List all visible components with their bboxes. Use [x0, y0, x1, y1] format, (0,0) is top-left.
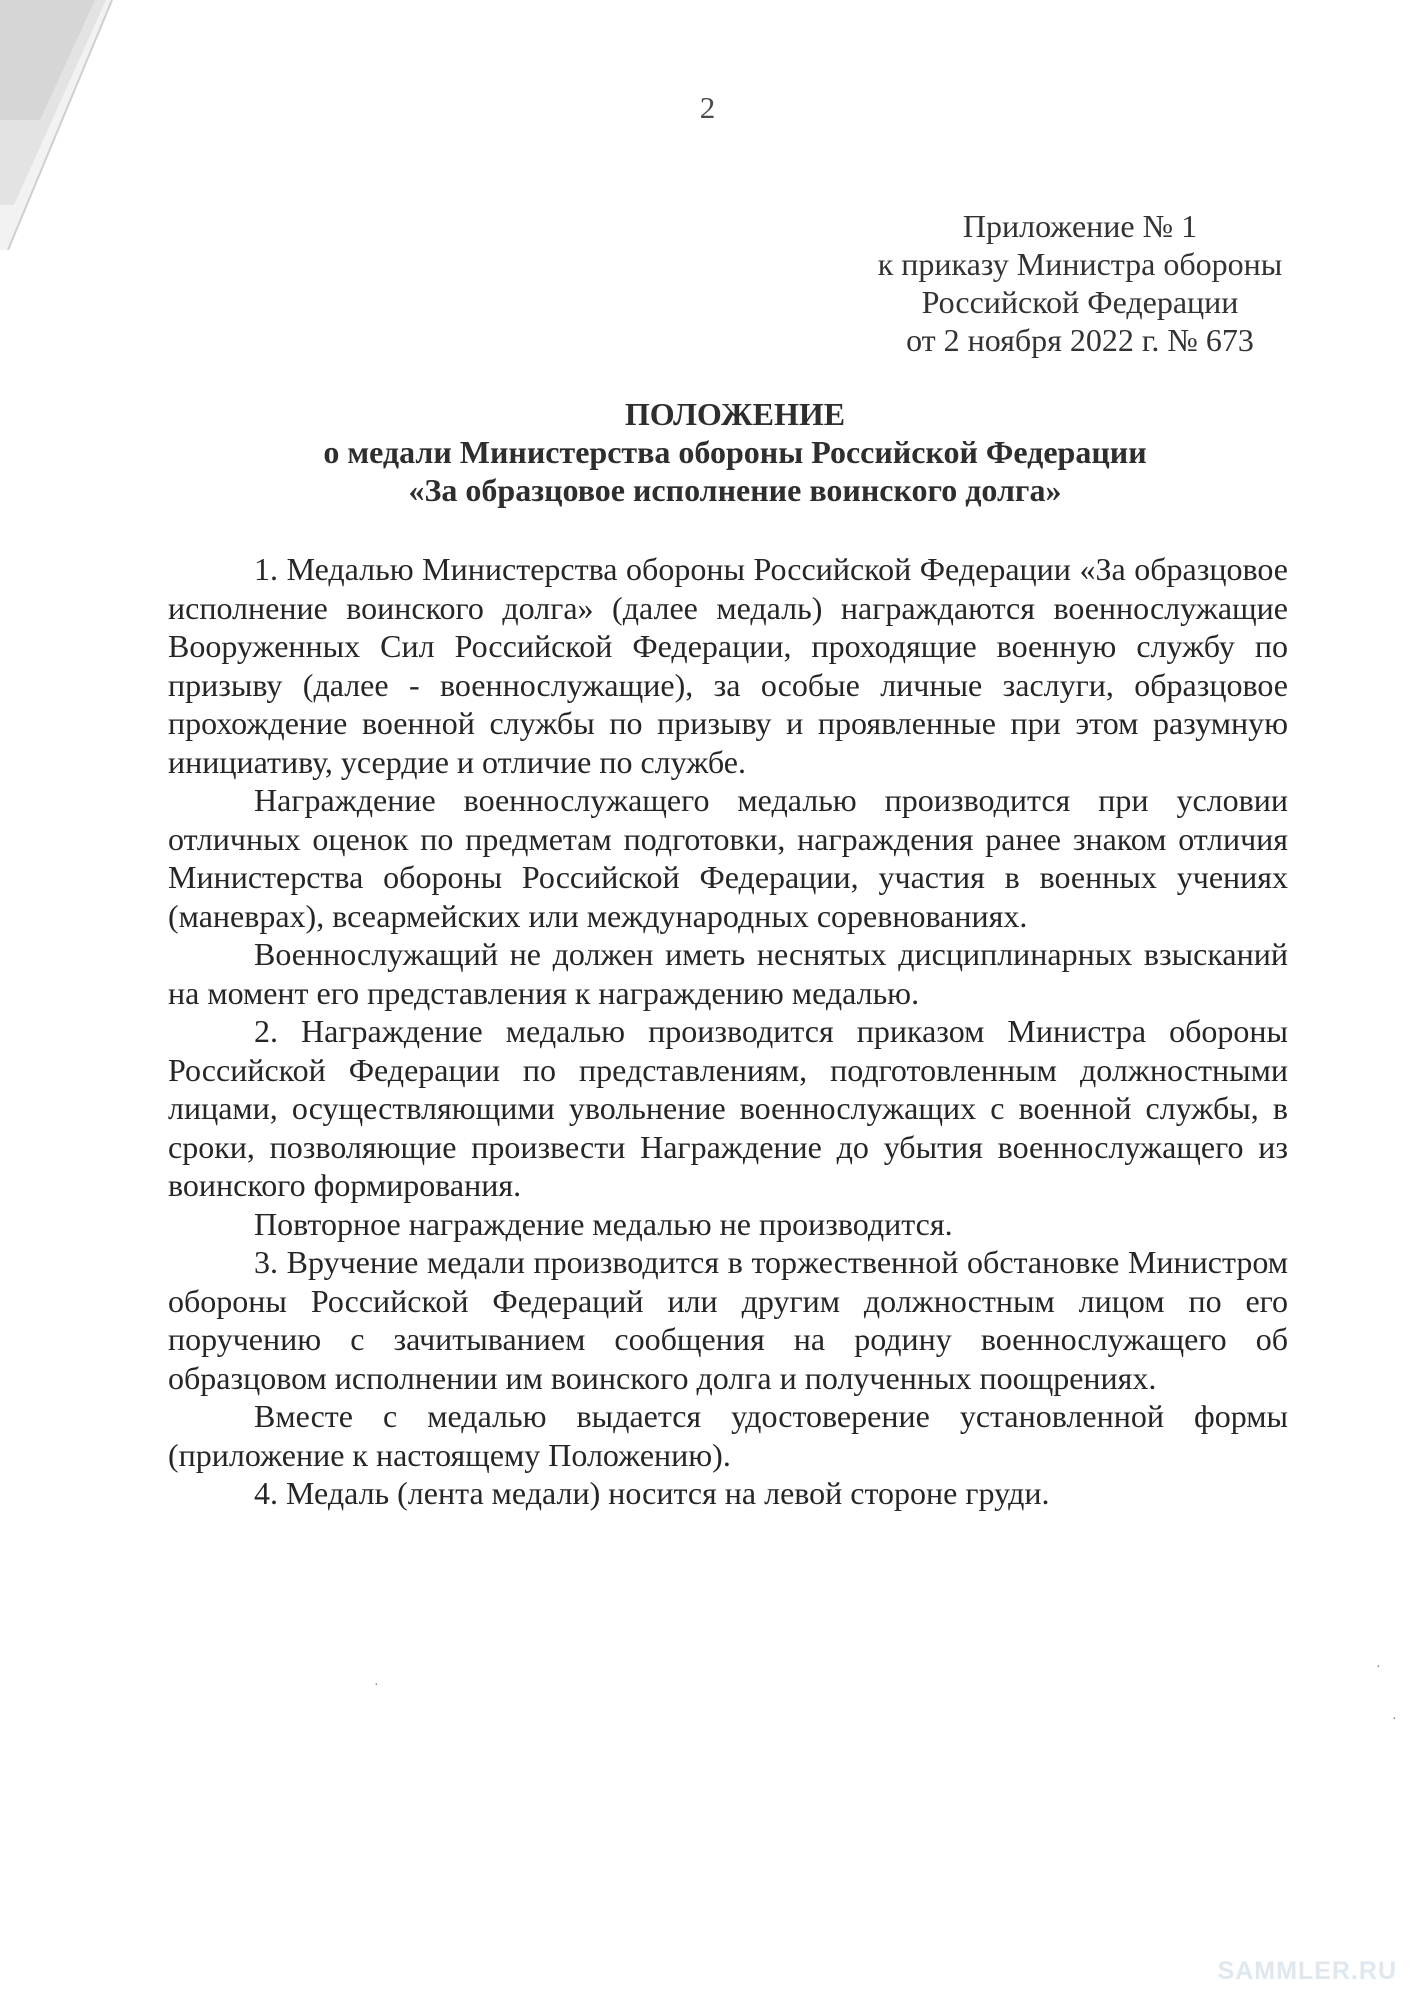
scan-speck: ·: [1392, 1712, 1397, 1727]
scan-speck: ·: [1376, 1660, 1381, 1675]
appendix-line-4: от 2 ноября 2022 г. № 673: [906, 322, 1254, 358]
paragraph-5: Повторное награждение медалью не производится.: [254, 1205, 953, 1242]
appendix-line-2: к приказу Министра обороны: [877, 246, 1283, 282]
appendix-line-3: Российской Федерации: [921, 284, 1239, 320]
paragraph-3: Военнослужащий не должен иметь неснятых дисциплинарных взысканий на момент его представления к награждению медалью.: [168, 936, 1288, 1011]
title-heading: ПОЛОЖЕНИЕ: [624, 396, 846, 432]
page-number: 2: [699, 90, 716, 125]
document-title: [160, 395, 1310, 509]
title-line-2: о медали Министерства обороны Российской Федерации: [323, 434, 1147, 470]
title-line-3: «За образцовое исполнение воинского долга»: [408, 472, 1062, 508]
paragraph-6: 3. Вручение медали производится в торжественной обстановке Министром обороны Российской Федераций или другим должностным лицом по его поручению с зачитыванием сообщения на родину военнослужащего об образцовом исполнении им воинского долга и полученных поощрениях.: [168, 1244, 1288, 1396]
appendix-block: [800, 207, 1360, 359]
appendix-line-1: Приложение № 1: [962, 208, 1198, 244]
paragraph-1: 1. Медалью Министерства обороны Российской Федерации «За образцовое исполнение воинского долга» (далее медаль) награждаются военнослужащие Вооруженных Сил Российской Федерации, проходящие военную службу по призыву (далее - военнослужащие), за особые личные заслуги, образцовое прохождение военной службы по призыву и проявленные при этом разумную инициативу, усердие и отличие по службе.: [168, 551, 1288, 780]
paragraph-4: 2. Награждение медалью производится приказом Министра обороны Российской Федерации по представлениям, подготовленным должностными лицами, осуществляющими увольнение военнослужащих с военной службы, в сроки, позволяющие произвести Награждение до убытия военнослужащего из воинского формирования.: [168, 1013, 1288, 1203]
paragraph-2: Награждение военнослужащего медалью производится при условии отличных оценок по предметам подготовки, награждения ранее знаком отличия Министерства обороны Российской Федерации, участия в военных учениях (маневрах), всеармейских или международных соревнованиях.: [168, 782, 1288, 934]
document-body: [168, 550, 1288, 1513]
scan-speck: ·: [374, 1678, 379, 1693]
watermark: SAMMLER.RU: [1217, 1957, 1397, 1985]
paragraph-8: 4. Медаль (лента медали) носится на левой стороне груди.: [254, 1475, 1050, 1511]
paragraph-7: Вместе с медалью выдается удостоверение установленной формы (приложение к настоящему Положению).: [168, 1398, 1288, 1473]
